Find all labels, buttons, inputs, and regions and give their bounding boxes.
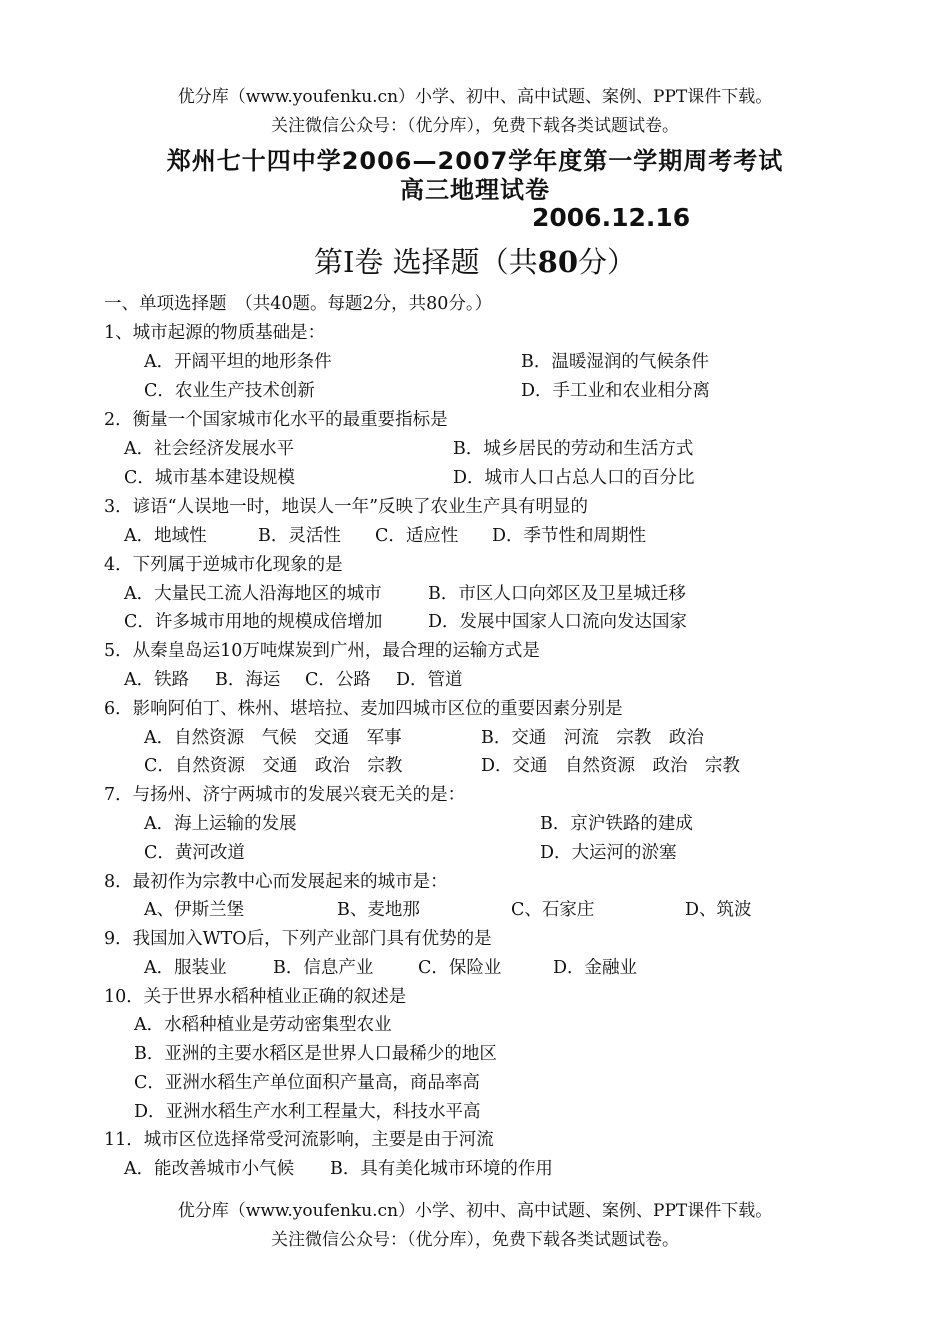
option: B．市区人口向郊区及卫星城迁移 xyxy=(428,584,686,604)
option: B．亚洲的主要水稻区是世界人口最稀少的地区 xyxy=(134,1044,497,1064)
option: D．金融业 xyxy=(553,958,638,978)
exam-subtitle: 高三地理试卷 xyxy=(400,176,550,204)
footer-wechat-line: 关注微信公众号：（优分库），免费下载各类试题试卷。 xyxy=(271,1230,679,1250)
option: D．交通 自然资源 政治 宗教 xyxy=(481,756,741,776)
option: C．城市基本建设规模 xyxy=(124,468,295,488)
question-stem: 9．我国加入WTO后，下列产业部门具有优势的是 xyxy=(104,929,492,949)
option: D．手工业和农业相分离 xyxy=(521,381,711,401)
header-promo-line: 优分库（www.youfenku.cn）小学、初中、高中试题、案例、PPT课件下载。 xyxy=(177,87,773,107)
option: A．社会经济发展水平 xyxy=(124,439,295,459)
option: D、筑波 xyxy=(685,900,752,920)
section-score: 80 xyxy=(537,245,579,279)
section-heading-suffix: 分） xyxy=(578,245,637,279)
option: C．自然资源 交通 政治 宗教 xyxy=(144,756,403,776)
question-stem: 4．下列属于逆城市化现象的是 xyxy=(104,555,343,575)
option: B．交通 河流 宗教 政治 xyxy=(481,728,704,748)
option: A．自然资源 气候 交通 军事 xyxy=(144,728,402,748)
option: D．发展中国家人口流向发达国家 xyxy=(428,612,688,632)
section-heading-prefix: 第Ⅰ卷 选择题（共 xyxy=(313,245,538,279)
question-stem: 2．衡量一个国家城市化水平的最重要指标是 xyxy=(104,410,448,430)
exam-title: 郑州七十四中学2006—2007学年度第一学期周考考试 xyxy=(166,147,784,175)
option: B．灵活性 xyxy=(258,526,341,546)
section-heading xyxy=(0,244,950,280)
option: D．管道 xyxy=(396,670,463,690)
option: A．大量民工流人沿海地区的城市 xyxy=(124,584,382,604)
exam-date: 2006.12.16 xyxy=(532,203,691,232)
option: C．亚洲水稻生产单位面积产量高，商品率高 xyxy=(134,1073,480,1093)
option: A．水稻种植业是劳动密集型农业 xyxy=(134,1015,392,1035)
option: C．适应性 xyxy=(375,526,459,546)
question-stem: 1、城市起源的物质基础是： xyxy=(104,323,326,343)
option: C．保险业 xyxy=(418,958,502,978)
option: C．黄河改道 xyxy=(144,843,245,863)
footer-promo-line: 优分库（www.youfenku.cn）小学、初中、高中试题、案例、PPT课件下载。 xyxy=(177,1201,773,1221)
option: C．农业生产技术创新 xyxy=(144,381,315,401)
option: D．季节性和周期性 xyxy=(492,526,647,546)
instructions: 一、单项选择题 （共40题。每题2分，共80分。） xyxy=(104,294,493,314)
option: A．铁路 xyxy=(124,670,190,690)
option: A．地域性 xyxy=(124,526,207,546)
header-wechat-line: 关注微信公众号：（优分库），免费下载各类试题试卷。 xyxy=(271,116,679,136)
option: B．具有美化城市环境的作用 xyxy=(330,1159,553,1179)
question-stem: 3．谚语“人误地一时，地误人一年”反映了农业生产具有明显的 xyxy=(104,497,589,517)
question-stem: 11．城市区位选择常受河流影响，主要是由于河流 xyxy=(104,1130,494,1150)
option: A．服装业 xyxy=(144,958,227,978)
option: B．温暖湿润的气候条件 xyxy=(521,352,709,372)
option: B、麦地那 xyxy=(337,900,420,920)
option: D．大运河的淤塞 xyxy=(540,843,677,863)
question-stem: 10．关于世界水稻种植业正确的叙述是 xyxy=(104,987,407,1007)
option: D．城市人口占总人口的百分比 xyxy=(453,468,695,488)
question-stem: 6．影响阿伯丁、株州、堪培拉、麦加四城市区位的重要因素分别是 xyxy=(104,699,623,719)
question-stem: 5．从秦皇岛运10万吨煤炭到广州，最合理的运输方式是 xyxy=(104,641,540,661)
option: B．海运 xyxy=(215,670,281,690)
option: C．许多城市用地的规模成倍增加 xyxy=(124,612,383,632)
option: B．京沪铁路的建成 xyxy=(540,814,693,834)
option: C．公路 xyxy=(305,670,371,690)
option: D．亚洲水稻生产水利工程量大，科技水平高 xyxy=(134,1102,481,1122)
option: C、石家庄 xyxy=(511,900,595,920)
option: A、伊斯兰堡 xyxy=(144,900,245,920)
question-stem: 8．最初作为宗教中心而发展起来的城市是： xyxy=(104,872,448,892)
option: A．海上运输的发展 xyxy=(144,814,297,834)
option: B．信息产业 xyxy=(273,958,374,978)
option: A．能改善城市小气候 xyxy=(124,1159,295,1179)
option: A．开阔平坦的地形条件 xyxy=(144,352,332,372)
question-stem: 7．与扬州、济宁两城市的发展兴衰无关的是： xyxy=(104,785,466,805)
option: B．城乡居民的劳动和生活方式 xyxy=(453,439,694,459)
